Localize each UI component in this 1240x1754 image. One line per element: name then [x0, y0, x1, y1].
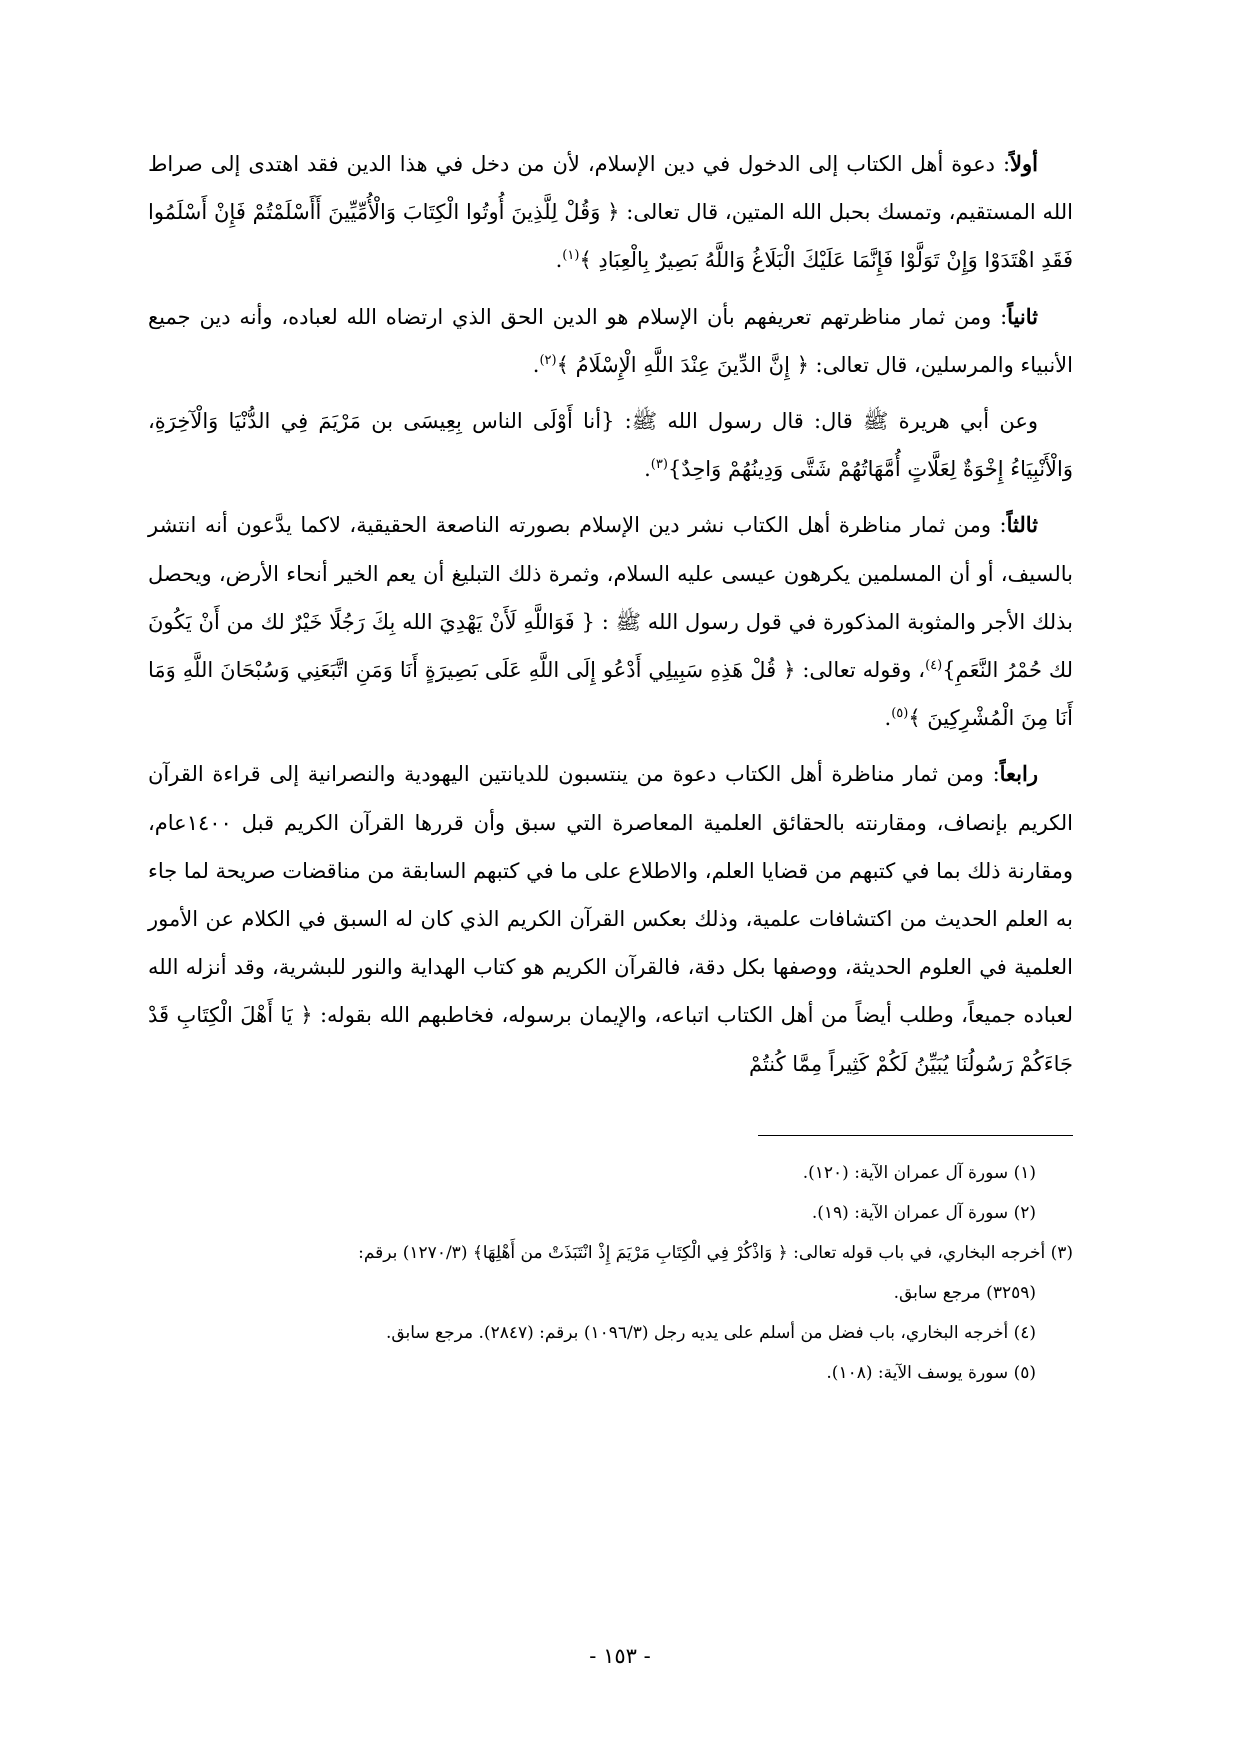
main-text	[148, 140, 1073, 1096]
paragraph-first	[148, 140, 1073, 285]
paragraph-fourth	[148, 750, 1073, 1087]
footnote-continuation: (٣٢٥٩) مرجع سابق.	[893, 1283, 1036, 1303]
paragraph-end: .	[555, 248, 563, 273]
footnote-text: (٣) أخرجه البخاري، في باب قوله تعالى: ﴿ وَاذْكُرْ فِي الْكِتَابِ مَرْيَمَ إِذْ انْتَبَذَتْ من أَهْلِهَا﴾ (١٢٧٠/٣) برقم:	[358, 1243, 1073, 1263]
paragraph-hadith	[148, 397, 1073, 493]
footnote-ref: (١)	[562, 248, 580, 264]
paragraph-text: : دعوة أهل الكتاب إلى الدخول في دين الإسلام، لأن من دخل في هذا الدين فقد اهتدى إلى صراط الله المستقيم، وتمسك بحبل الله المتين، قال تعالى: ﴿ وَقُلْ لِلَّذِينَ أُوتُوا الْكِتَابَ وَالْأُمِّيِّينَ أَأَسْلَمْتُمْ فَإِنْ أَسْلَمُوا فَقَدِ اهْتَدَوْا وَإِنْ تَوَلَّوْا فَإِنَّمَا عَلَيْكَ الْبَلَاغُ وَاللَّهُ بَصِيرٌ بِالْعِبَادِ ﴾	[148, 152, 1073, 273]
footnote-ref: (٢)	[539, 352, 557, 368]
footnote-item: (٥) سورة يوسف الآية: (١٠٨).	[826, 1363, 1036, 1383]
footnote-item	[148, 1233, 1073, 1313]
paragraph-lead: أولاً	[1010, 151, 1038, 176]
paragraph-text: : ومن ثمار مناظرتهم تعريفهم بأن الإسلام هو الدين الحق الذي ارتضاه الله لعباده، وأنه دين جميع الأنبياء والمرسلين، قال تعالى: ﴿ إِنَّ الدِّينَ عِنْدَ اللَّهِ الْإِسْلَامُ ﴾	[148, 304, 1073, 377]
footnote-ref: (٣)	[650, 457, 668, 473]
paragraph-text-continued: ، وقوله تعالى: ﴿ قُلْ هَذِهِ سَبِيلِي أَدْعُو إِلَى اللَّهِ عَلَى بَصِيرَةٍ أَنَا وَمَنِ اتَّبَعَنِي وَسُبْحَانَ اللَّهِ وَمَا أَنَا مِنَ الْمُشْرِكِينَ ﴾	[148, 658, 1073, 731]
paragraph-end: .	[884, 706, 892, 731]
paragraph-third	[148, 501, 1073, 742]
footnotes	[148, 1153, 1073, 1393]
paragraph-end: .	[644, 457, 651, 482]
paragraph-end: .	[532, 352, 540, 377]
paragraph-text: : ومن ثمار مناظرة أهل الكتاب دعوة من ينتسبون للديانتين اليهودية والنصرانية إلى قراءة القرآن الكريم بإنصاف، ومقارنته بالحقائق العلمية المعاصرة التي سبق وأن قررها القرآن الكريم قبل ١٤٠٠عام، ومقارنة ذلك بما في كتبهم من قضايا العلم، والاطلاع على ما في كتبهم السابقة من مناقضات صريحة لما جاء به العلم الحديث من اكتشافات علمية، وذلك بعكس القرآن الكريم الذي كان له السبق في الكلام عن الأمور العلمية في العلوم الحديثة، ووصفها بكل دقة، فالقرآن الكريم هو كتاب الهداية والنور للبشرية، وقد أنزله الله لعباده جميعاً، وطلب أيضاً من أهل الكتاب اتباعه، والإيمان برسوله، فخاطبهم الله بقوله: ﴿ يَا أَهْلَ الْكِتَابِ قَدْ جَاءَكُمْ رَسُولُنَا يُبَيِّنُ لَكُمْ كَثِيراً مِمَّا كُنتُمْ	[148, 762, 1073, 1076]
paragraph-second	[148, 293, 1073, 389]
footnote-item: (١) سورة آل عمران الآية: (١٢٠).	[802, 1163, 1036, 1183]
footnote-item: (٢) سورة آل عمران الآية: (١٩).	[811, 1203, 1036, 1223]
paragraph-lead: ثانياً	[1007, 303, 1038, 329]
footnote-separator	[758, 1135, 1073, 1136]
paragraph-text: : ومن ثمار مناظرة أهل الكتاب نشر دين الإسلام بصورته الناصعة الحقيقية، لاكما يدَّعون أنه انتشر بالسيف، أو أن المسلمين يكرهون عيسى عليه السلام، وثمرة ذلك التبليغ أن يعم الخير أنحاء الأرض، ويحصل بذلك الأجر والمثوبة المذكورة في قول رسول الله ﷺ : { فَوَاللَّهِ لَأَنْ يَهْدِيَ الله بِكَ رَجُلًا خَيْرٌ لك من أَنْ يَكُونَ لك حُمْرُ النَّعَمِ}	[148, 513, 1074, 683]
paragraph-text: وعن أبي هريرة ﷺ قال: قال رسول الله ﷺ: {أنا أَوْلَى الناس بِعِيسَى بن مَرْيَمَ فِي الدُّنْيَا وَالْآخِرَةِ، وَالْأَنْبِيَاءُ إِخْوَةٌ لِعَلَّاتٍ أُمَّهَاتُهُمْ شَتَّى وَدِينُهُمْ وَاحِدٌ}	[148, 409, 1073, 482]
footnote-ref: (٥)	[891, 706, 909, 722]
paragraph-lead: رابعاً	[999, 761, 1039, 787]
footnote-item: (٤) أخرجه البخاري، باب فضل من أسلم على يديه رجل (١٠٩٦/٣) برقم: (٢٨٤٧). مرجع سابق.	[385, 1323, 1036, 1343]
paragraph-lead: ثالثاً	[1006, 512, 1038, 538]
footnote-ref: (٤)	[925, 658, 943, 674]
page-number: - ١٥٣ -	[589, 1644, 651, 1668]
